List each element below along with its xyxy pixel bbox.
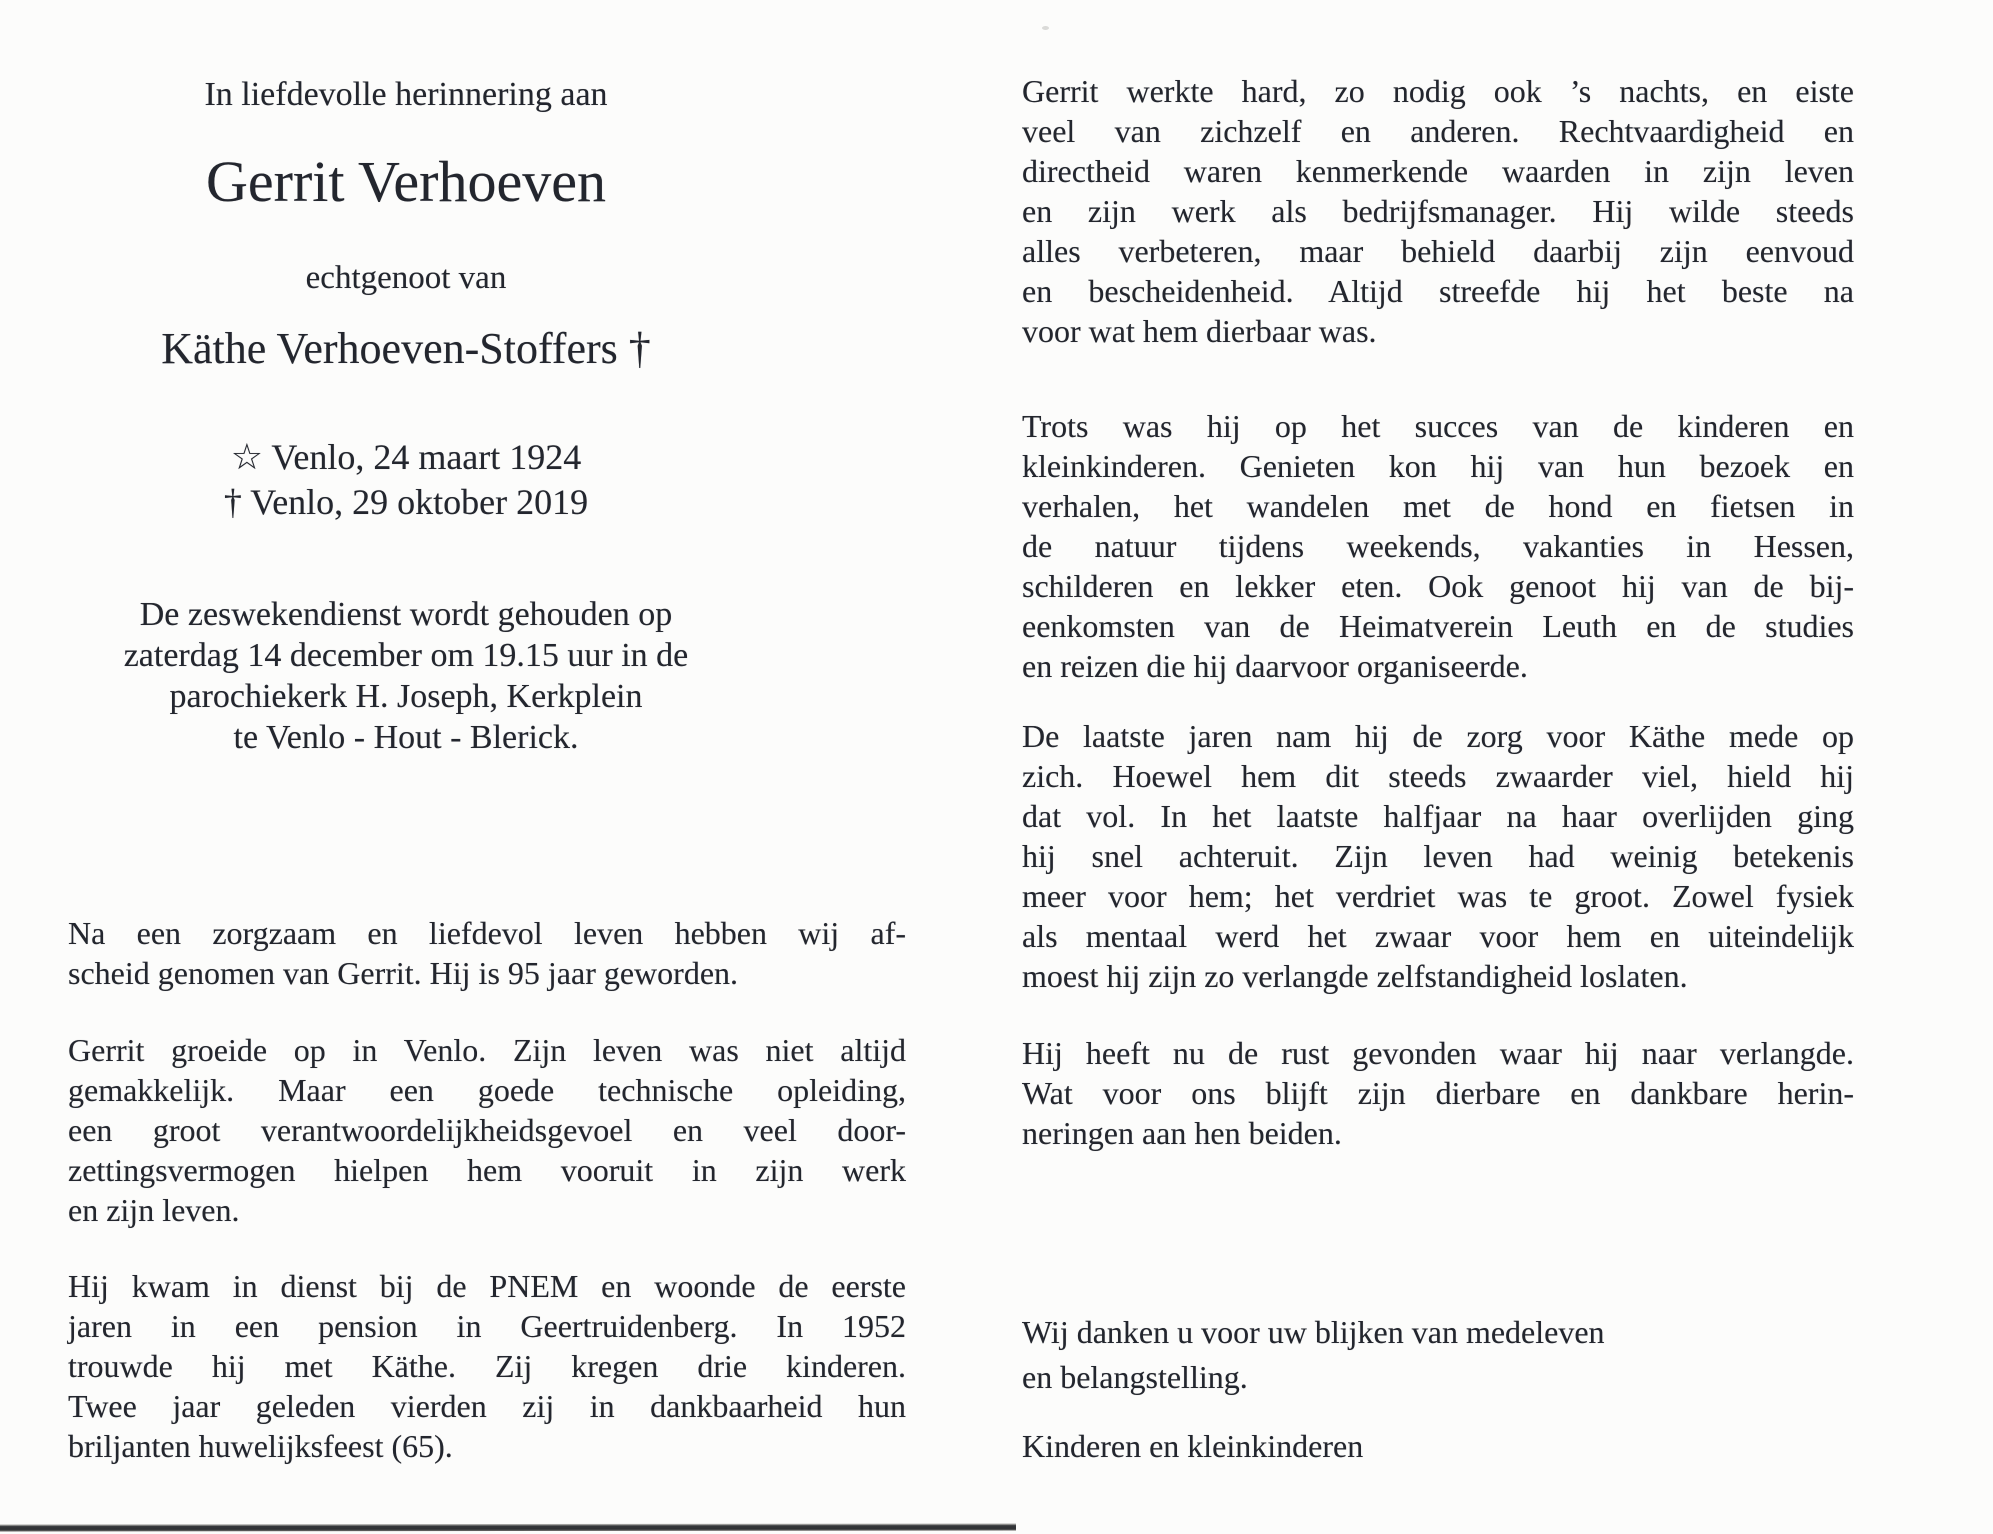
acknowledgement	[1022, 1310, 1854, 1400]
text-line: Na een zorgzaam en liefdevol leven hebben wij af-	[68, 915, 906, 951]
scan-speck	[148, 1176, 153, 1180]
paragraph-family-joy	[1022, 406, 1854, 686]
text-line: een groot verantwoordelijkheidsgevoel en veel door-	[68, 1112, 906, 1148]
scan-edge-artifact	[0, 1524, 1016, 1532]
text-line: moest hij zijn zo verlangde zelfstandigheid loslaten.	[1022, 958, 1688, 994]
text-line: als mentaal werd het zwaar voor hem en uiteindelijk	[1022, 918, 1854, 954]
scan-speck	[1042, 26, 1049, 30]
paragraph-caregiving	[1022, 716, 1854, 996]
text-line: voor wat hem dierbaar was.	[1022, 313, 1377, 349]
text-line: Hij kwam in dienst bij de PNEM en woonde de eerste	[68, 1268, 906, 1304]
death-line: † Venlo, 29 oktober 2019	[223, 482, 589, 522]
text-line: scheid genomen van Gerrit. Hij is 95 jaar geworden.	[68, 955, 739, 991]
text-line: verhalen, het wandelen met de hond en fietsen in	[1022, 488, 1854, 524]
text-line: Wij danken u voor uw blijken van medeleven	[1022, 1314, 1605, 1350]
text-line: Wat voor ons blijft zijn dierbare en dankbare herin-	[1022, 1075, 1854, 1111]
paragraph-youth	[68, 1030, 906, 1230]
text-line: en reizen die hij daarvoor organiseerde.	[1022, 648, 1528, 684]
birth-line: ☆ Venlo, 24 maart 1924	[230, 437, 582, 477]
text-line: de natuur tijdens weekends, vakanties in Hessen,	[1022, 528, 1854, 564]
deceased-name: Gerrit Verhoeven	[206, 149, 606, 214]
paragraph-rest	[1022, 1033, 1854, 1153]
spouse-name: Käthe Verhoeven-Stoffers †	[161, 324, 651, 373]
text-line: zich. Hoewel hem dit steeds zwaarder viel, hield hij	[1022, 758, 1854, 794]
text-line: neringen aan hen beiden.	[1022, 1115, 1342, 1151]
text-line: jaren in een pension in Geertruidenberg. In 1952	[68, 1308, 906, 1344]
text-line: alles verbeteren, maar behield daarbij zijn eenvoud	[1022, 233, 1854, 269]
text-line: Gerrit werkte hard, zo nodig ook ’s nachts, en eiste	[1022, 73, 1854, 109]
text-line: trouwde hij met Käthe. Zij kregen drie kinderen.	[68, 1348, 906, 1384]
signature-line: Kinderen en kleinkinderen	[1022, 1428, 1364, 1464]
text-line: directheid waren kenmerkende waarden in zijn leven	[1022, 153, 1854, 189]
text-line: en bescheidenheid. Altijd streefde hij het beste na	[1022, 273, 1854, 309]
text-line: kleinkinderen. Genieten kon hij van hun bezoek en	[1022, 448, 1854, 484]
text-line: dat vol. In het laatste halfjaar na haar overlijden ging	[1022, 798, 1854, 834]
text-line: en zijn leven.	[68, 1192, 240, 1228]
intro-line: In liefdevolle herinnering aan	[204, 76, 608, 113]
text-line: parochiekerk H. Joseph, Kerkplein	[169, 678, 643, 715]
text-line: De laatste jaren nam hij de zorg voor Käthe mede op	[1022, 718, 1854, 754]
service-announcement	[68, 594, 744, 758]
text-line: gemakkelijk. Maar een goede technische opleiding,	[68, 1072, 906, 1108]
text-line: en zijn werk als bedrijfsmanager. Hij wilde steeds	[1022, 193, 1854, 229]
paragraph-farewell	[68, 913, 906, 993]
text-line: eenkomsten van de Heimatverein Leuth en de studies	[1022, 608, 1854, 644]
text-line: briljanten huwelijksfeest (65).	[68, 1428, 453, 1464]
text-line: zettingsvermogen hielpen hem vooruit in zijn werk	[68, 1152, 906, 1188]
text-line: en belangstelling.	[1022, 1359, 1248, 1395]
paragraph-work-ethic	[1022, 71, 1854, 351]
text-line: Twee jaar geleden vierden zij in dankbaarheid hun	[68, 1388, 906, 1424]
text-line: Trots was hij op het succes van de kinderen en	[1022, 408, 1854, 444]
text-line: zaterdag 14 december om 19.15 uur in de	[123, 637, 689, 674]
paragraph-career	[68, 1266, 906, 1466]
text-line: meer voor hem; het verdriet was te groot. Zowel fysiek	[1022, 878, 1854, 914]
text-line: schilderen en lekker eten. Ook genoot hij van de bij-	[1022, 568, 1854, 604]
text-line: te Venlo - Hout - Blerick.	[233, 719, 579, 756]
text-line: De zeswekendienst wordt gehouden op	[139, 596, 673, 633]
relation-line: echtgenoot van	[305, 260, 507, 296]
text-line: hij snel achteruit. Zijn leven had weinig betekenis	[1022, 838, 1854, 874]
text-line: veel van zichzelf en anderen. Rechtvaardigheid en	[1022, 113, 1854, 149]
text-line: Hij heeft nu de rust gevonden waar hij naar verlangde.	[1022, 1035, 1854, 1071]
text-line: Gerrit groeide op in Venlo. Zijn leven was niet altijd	[68, 1032, 906, 1068]
